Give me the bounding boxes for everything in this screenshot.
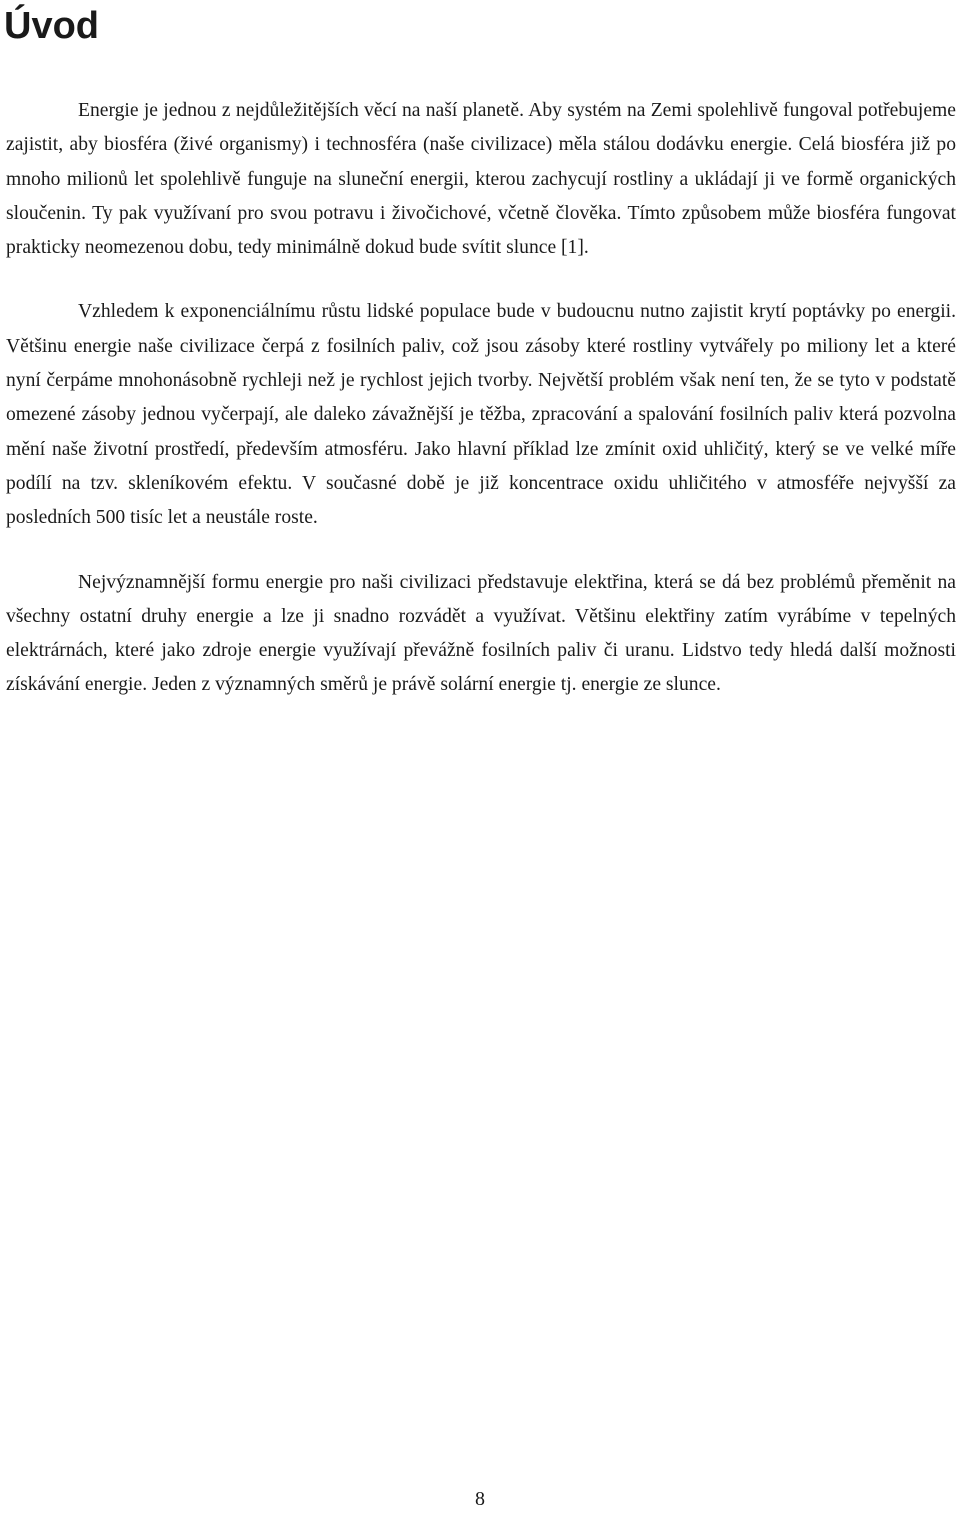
section-heading: Úvod <box>4 5 99 47</box>
paragraph-1: Energie je jednou z nejdůležitějších věcí na naší planetě. Aby systém na Zemi spolehlivě fungoval potřebujeme zajistit, aby biosféra (živé organismy) i technosféra (naše civilizace) měla stálou dodávku energie. Celá biosféra již po mnoho milionů let spolehlivě funguje na sluneční energii, kterou zachycují rostliny a ukládají ji ve formě organických sloučenin. Ty pak využívaní pro svou potravu i živočichové, včetně člověka. Tímto způsobem může biosféra fungovat prakticky neomezenou dobu, tedy minimálně dokud bude svítit slunce [1]. <box>6 100 956 259</box>
paragraph-3: Nejvýznamnější formu energie pro naši civilizaci představuje elektřina, která se dá bez problémů přeměnit na všechny ostatní druhy energie a lze ji snadno rozvádět a využívat. Většinu elektřiny zatím vyrábíme v tepelných elektrárnách, které jako zdroje energie využívají převážně fosilních paliv či uranu. Lidstvo tedy hledá další možnosti získávání energie. Jeden z významných směrů je právě solární energie tj. energie ze slunce. <box>6 571 956 696</box>
page-number <box>0 1487 960 1511</box>
paragraph-2: Vzhledem k exponenciálnímu růstu lidské populace bude v budoucnu nutno zajistit krytí poptávky po energii. Většinu energie naše civilizace čerpá z fosilních paliv, což jsou zásoby které rostliny vytvářely po miliony let a které nyní čerpáme mnohonásobně rychleji než je rychlost jejich tvorby. Největší problém však není ten, že se tyto v podstatě omezené zásoby jednou vyčerpají, ale daleko závažnější je těžba, zpracování a spalování fosilních paliv která pozvolna mění naše životní prostředí, především atmosféru. Jako hlavní příklad lze zmínit oxid uhličitý, který se ve velké míře podílí na tzv. skleníkovém efektu. V současné době je již koncentrace oxidu uhličitého v atmosféře nejvyšší za posledních 500 tisíc let a neustále roste. <box>6 301 956 529</box>
page-number-text: 8 <box>475 1488 485 1510</box>
body-text <box>6 94 956 733</box>
